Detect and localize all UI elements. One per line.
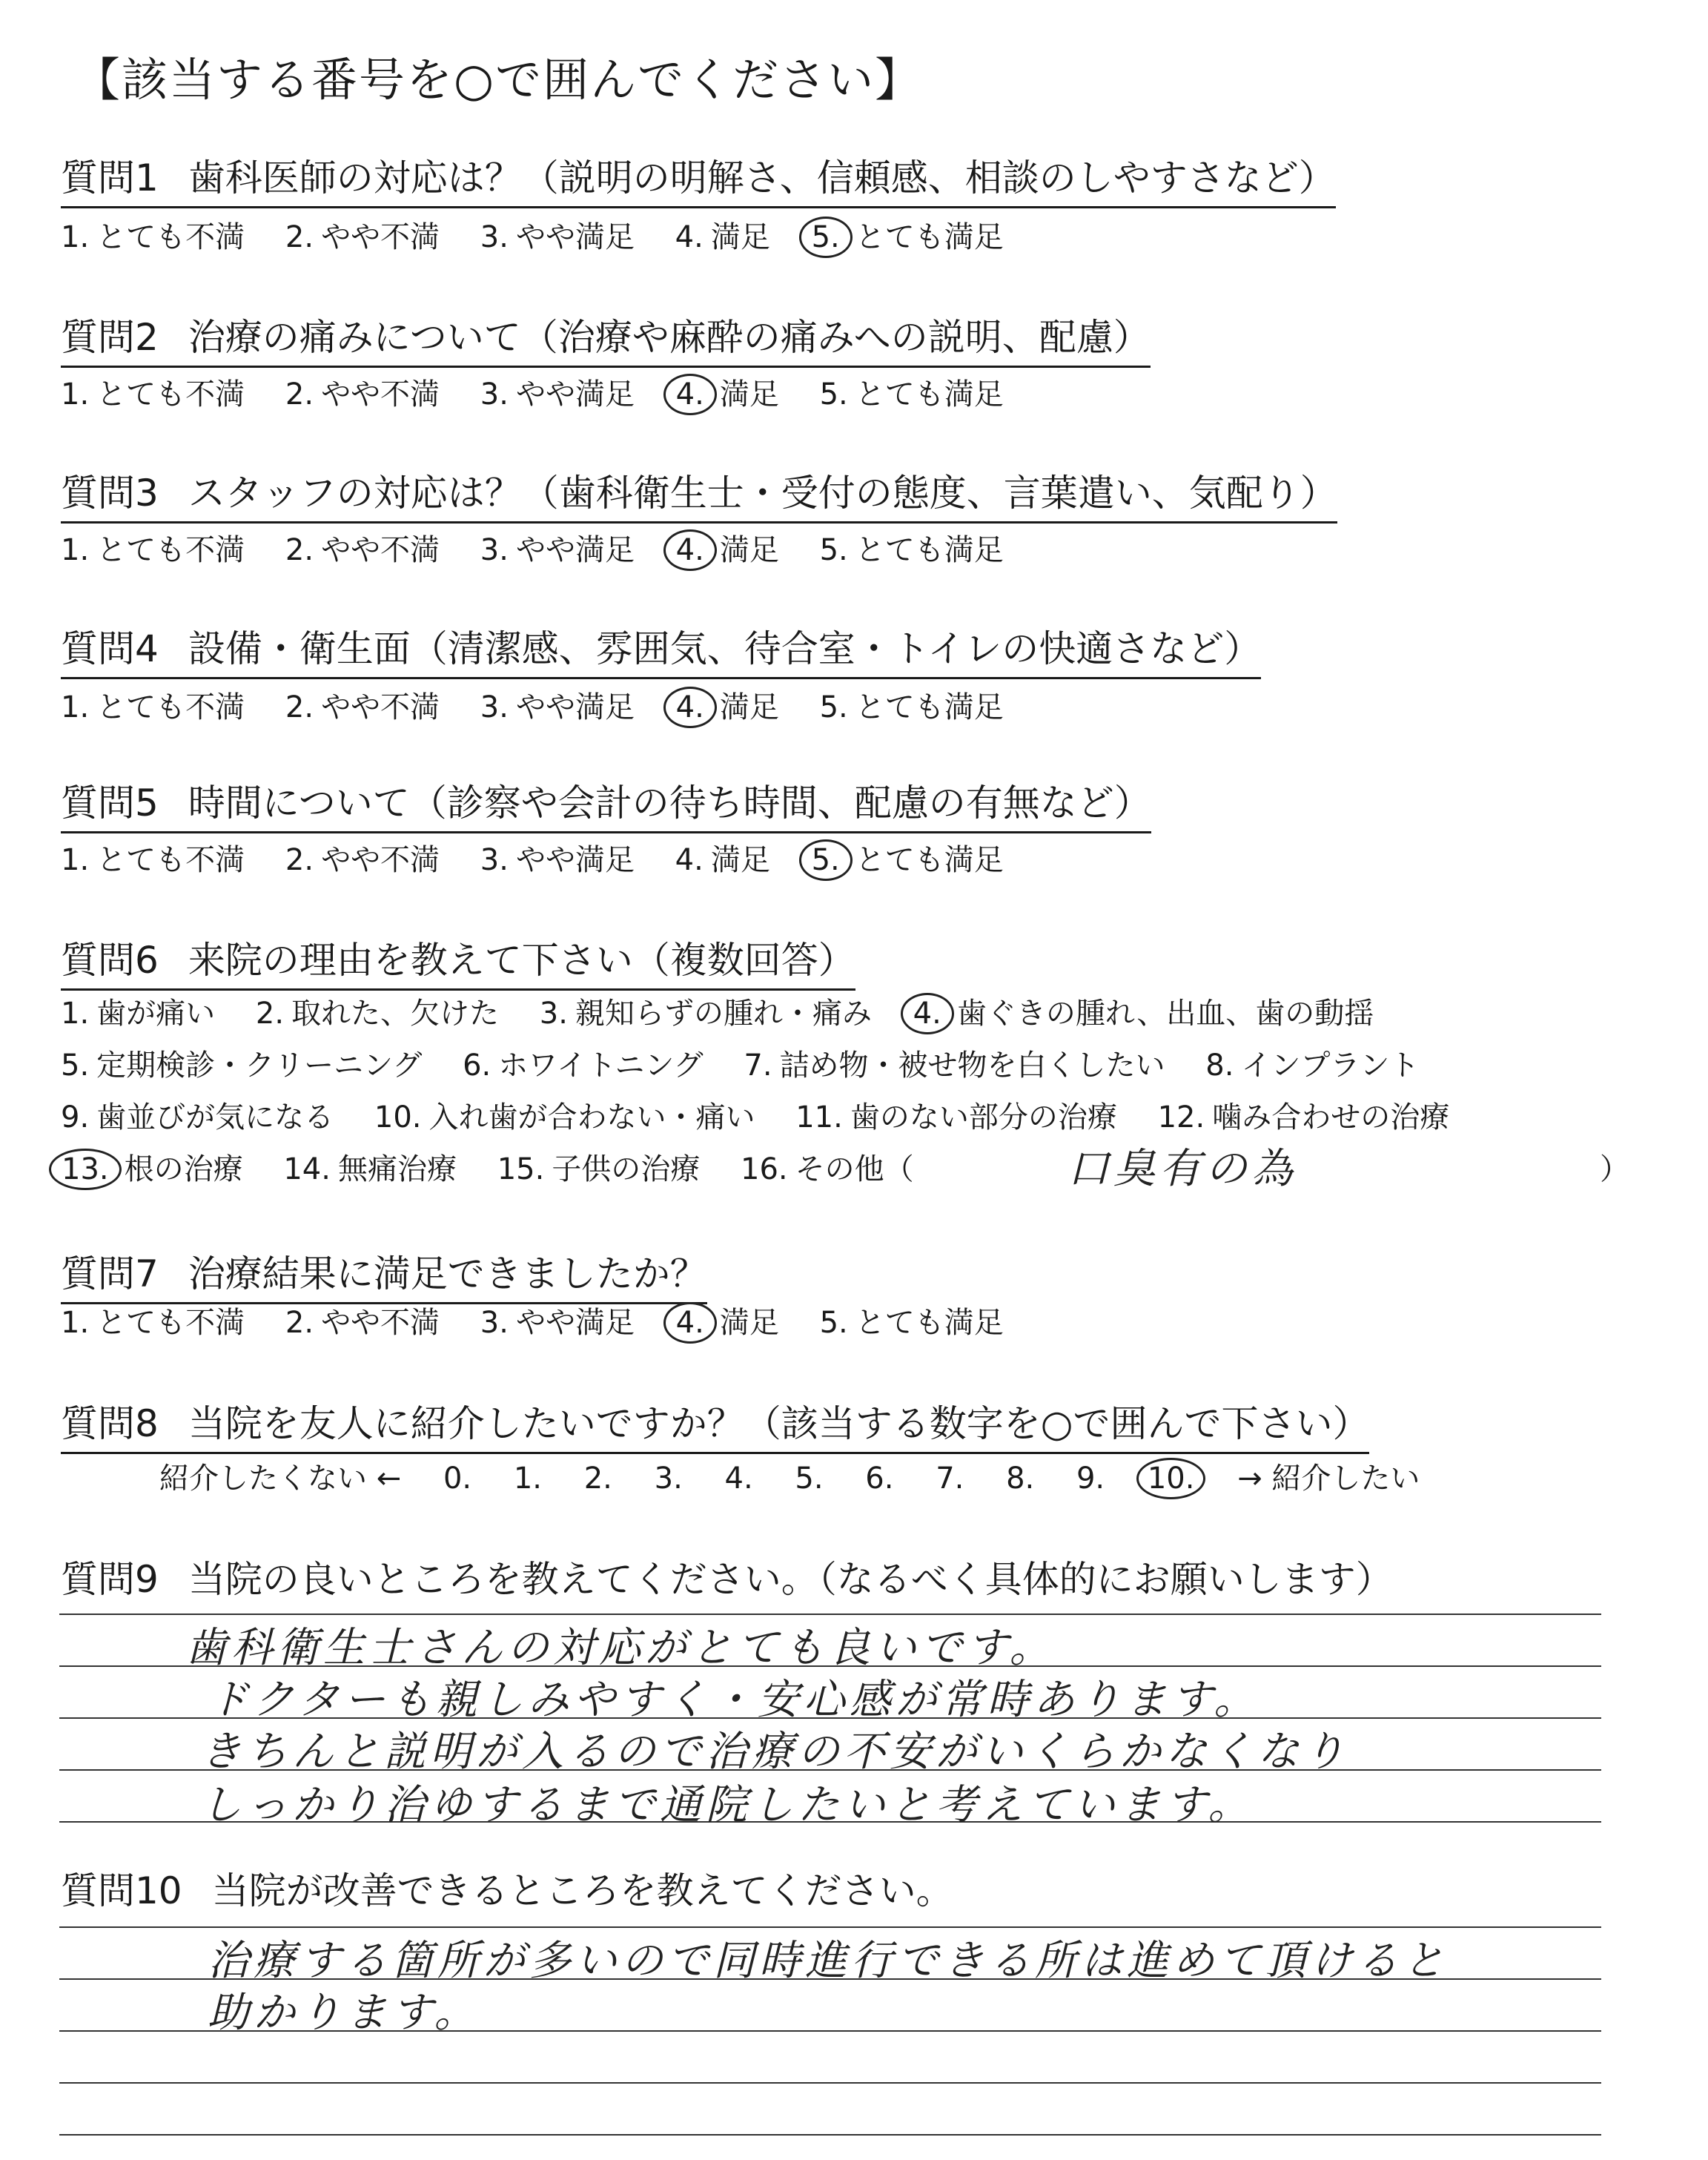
scale-left-label: 紹介したくない ← [159, 1462, 402, 1496]
scale-right-label: → 紹介したい [1237, 1462, 1420, 1496]
question-4-heading [61, 619, 1261, 679]
option-3[interactable]: 3. やや満足 [480, 533, 635, 567]
question-text: 当院の良いところを教えてください。（なるべく具体的にお願いします） [188, 1558, 1393, 1601]
question-number: 質問7 [61, 1252, 159, 1295]
question-number: 質問2 [61, 316, 159, 359]
scale-8[interactable]: 8. [1006, 1462, 1035, 1496]
option-13-selected[interactable]: 13. 根の治療 [61, 1146, 243, 1188]
option-7[interactable]: 7. 詰め物・被せ物を白くしたい [744, 1048, 1165, 1083]
option-1[interactable]: 1. 歯が痛い [61, 997, 216, 1031]
option-6[interactable]: 6. ホワイトニング [463, 1048, 704, 1083]
question-1-options [61, 214, 1035, 256]
option-4[interactable]: 4. 満足 [675, 220, 770, 254]
option-3[interactable]: 3. やや満足 [480, 843, 635, 877]
option-3[interactable]: 3. やや満足 [480, 220, 635, 254]
option-10[interactable]: 10. 入れ歯が合わない・痛い [374, 1100, 755, 1135]
question-text: スタッフの対応は？（歯科衛生士・受付の態度、言葉遣い、気配り） [188, 472, 1337, 515]
question-5-options [61, 836, 1035, 879]
question-6-row-2 [61, 1042, 1450, 1084]
q10-answer-line-2[interactable]: 助かります。 [208, 1989, 480, 2037]
option-1[interactable]: 1. とても不満 [61, 843, 245, 877]
question-3-options [61, 526, 1035, 569]
question-6-row-3 [61, 1094, 1480, 1136]
option-4-selected[interactable]: 4. 歯ぐきの腫れ、出血、歯の動揺 [913, 990, 1374, 1032]
option-5-selected[interactable]: 5. とても満足 [811, 214, 1004, 256]
q10-answer-line-1[interactable]: 治療する箇所が多いので同時進行できる所は進めて頂けると [208, 1937, 1449, 1985]
option-3[interactable]: 3. やや満足 [480, 377, 635, 412]
question-6-heading [61, 931, 855, 991]
option-16-other[interactable]: 16. その他（ [741, 1152, 914, 1186]
option-11[interactable]: 11. 歯のない部分の治療 [795, 1100, 1117, 1135]
question-number: 質問8 [61, 1402, 159, 1445]
question-5-heading [61, 773, 1151, 833]
question-7-heading [61, 1244, 707, 1304]
option-3[interactable]: 3. 親知らずの腫れ・痛み [539, 997, 872, 1031]
option-2[interactable]: 2. やや不満 [285, 533, 440, 567]
option-2[interactable]: 2. やや不満 [285, 1306, 440, 1340]
q9-answer-line-1[interactable]: 歯科衛生士さんの対応がとても良いです。 [185, 1624, 1056, 1672]
question-8-heading [61, 1394, 1369, 1454]
question-number: 質問4 [61, 627, 159, 670]
scale-3[interactable]: 3. [654, 1462, 683, 1496]
page-title: 【該当する番号を○で囲んでください】 [74, 53, 923, 107]
option-2[interactable]: 2. やや不満 [285, 843, 440, 877]
option-2[interactable]: 2. 取れた、欠けた [255, 997, 500, 1031]
option-1[interactable]: 1. とても不満 [61, 1306, 245, 1340]
question-text: 当院が改善できるところを教えてください。 [211, 1869, 953, 1912]
option-3[interactable]: 3. やや満足 [480, 690, 635, 724]
option-1[interactable]: 1. とても不満 [61, 220, 245, 254]
question-number: 質問10 [61, 1869, 182, 1912]
question-6-row-4 [61, 1146, 945, 1188]
question-number: 質問5 [61, 782, 159, 825]
option-4-selected[interactable]: 4. 満足 [675, 684, 779, 726]
option-3[interactable]: 3. やや満足 [480, 1306, 635, 1340]
scale-7[interactable]: 7. [936, 1462, 964, 1496]
question-text: 設備・衛生面（清潔感、雰囲気、待合室・トイレの快適さなど） [188, 627, 1262, 670]
option-2[interactable]: 2. やや不満 [285, 690, 440, 724]
option-5[interactable]: 5. とても満足 [819, 690, 1004, 724]
option-5[interactable]: 5. とても満足 [819, 377, 1004, 412]
option-15[interactable]: 15. 子供の治療 [497, 1152, 701, 1186]
scale-9[interactable]: 9. [1076, 1462, 1105, 1496]
question-text: 治療結果に満足できましたか？ [188, 1252, 707, 1295]
question-10-heading [61, 1861, 953, 1919]
q9-answer-line-3[interactable]: きちんと説明が入るので治療の不安がいくらかなくなり [200, 1728, 1349, 1776]
option-2[interactable]: 2. やや不満 [285, 377, 440, 412]
option-1[interactable]: 1. とても不満 [61, 377, 245, 412]
option-9[interactable]: 9. 歯並びが気になる [61, 1100, 334, 1135]
question-number: 質問1 [61, 156, 159, 199]
scale-4[interactable]: 4. [724, 1462, 753, 1496]
option-14[interactable]: 14. 無痛治療 [283, 1152, 457, 1186]
option-2[interactable]: 2. やや不満 [285, 220, 440, 254]
option-5[interactable]: 5. 定期検診・クリーニング [61, 1048, 423, 1083]
option-1[interactable]: 1. とても不満 [61, 533, 245, 567]
question-6-row-1 [61, 990, 1405, 1032]
option-4[interactable]: 4. 満足 [675, 843, 770, 877]
question-4-options [61, 684, 1035, 726]
scale-6[interactable]: 6. [865, 1462, 894, 1496]
scale-2[interactable]: 2. [583, 1462, 612, 1496]
question-text: 当院を友人に紹介したいですか？（該当する数字を○で囲んで下さい） [188, 1402, 1370, 1445]
other-paren-close: ） [1600, 1152, 1629, 1186]
q9-answer-line-4[interactable]: しっかり治ゆするまで通院したいと考えています。 [200, 1781, 1254, 1829]
answer-line [59, 2082, 1601, 2084]
option-1[interactable]: 1. とても不満 [61, 690, 245, 724]
question-1-heading [61, 148, 1336, 208]
recommend-scale [159, 1455, 1452, 1499]
question-number: 質問6 [61, 939, 159, 982]
question-number: 質問3 [61, 472, 159, 515]
question-text: 時間について（診察や会計の待ち時間、配慮の有無など） [188, 782, 1151, 825]
q9-answer-line-2[interactable]: ドクターも親しみやすく・安心感が常時あります。 [208, 1676, 1260, 1724]
question-number: 質問9 [61, 1558, 159, 1601]
option-12[interactable]: 12. 噛み合わせの治療 [1157, 1100, 1450, 1135]
option-5[interactable]: 5. とても満足 [819, 533, 1004, 567]
other-answer-handwritten[interactable]: 口臭有の為 [1068, 1145, 1297, 1193]
scale-0[interactable]: 0. [443, 1462, 472, 1496]
question-3-heading [61, 463, 1337, 524]
question-9-heading [61, 1550, 1393, 1608]
option-5[interactable]: 5. とても満足 [819, 1306, 1004, 1340]
question-2-options [61, 371, 1035, 413]
question-2-heading [61, 308, 1151, 368]
question-7-options [61, 1299, 1035, 1341]
scale-1[interactable]: 1. [513, 1462, 543, 1496]
answer-line [59, 2134, 1601, 2136]
option-5-selected[interactable]: 5. とても満足 [811, 836, 1004, 879]
scale-10-selected[interactable]: 10. [1136, 1458, 1206, 1499]
option-4-selected[interactable]: 4. 満足 [675, 526, 779, 569]
option-8[interactable]: 8. インプラント [1205, 1048, 1420, 1083]
question-text: 治療の痛みについて（治療や麻酔の痛みへの説明、配慮） [188, 316, 1151, 359]
question-text: 歯科医師の対応は？（説明の明解さ、信頼感、相談のしやすさなど） [188, 156, 1336, 199]
option-4-selected[interactable]: 4. 満足 [675, 1299, 779, 1341]
question-text: 来院の理由を教えて下さい（複数回答） [188, 939, 855, 982]
option-4-selected[interactable]: 4. 満足 [675, 371, 779, 413]
scale-5[interactable]: 5. [795, 1462, 824, 1496]
